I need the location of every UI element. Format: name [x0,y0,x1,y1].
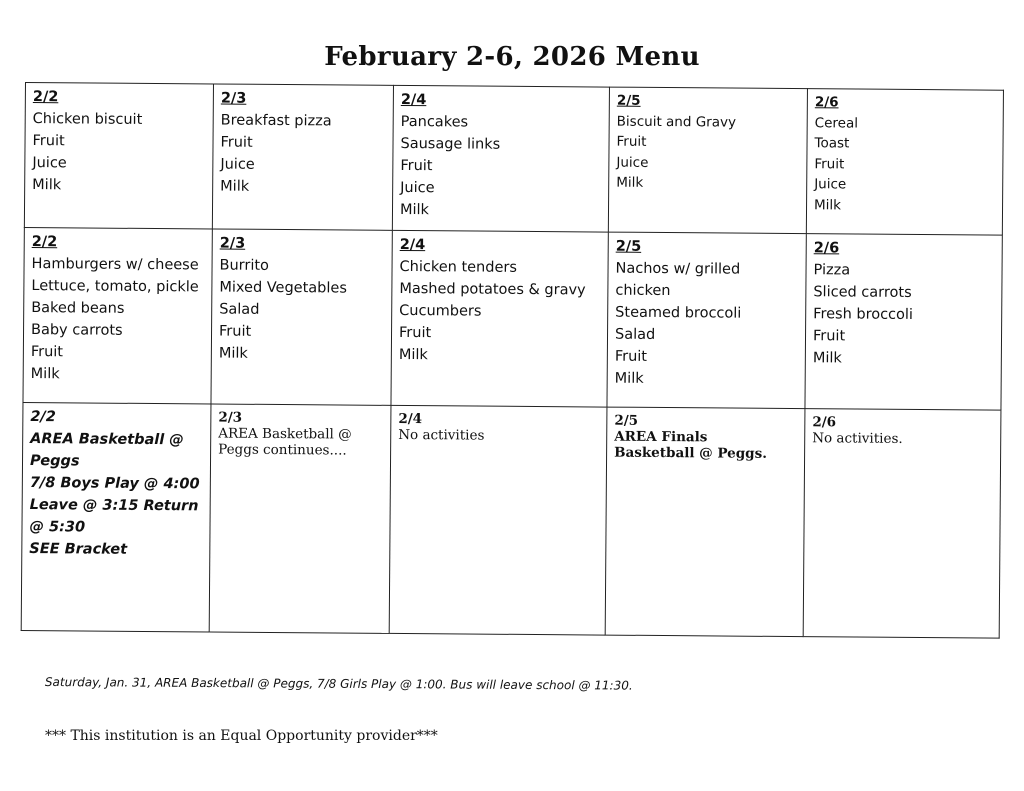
menu-item: Fruit [32,133,65,150]
menu-item: Fruit [218,323,252,340]
menu-item: Fruit [30,344,64,361]
activity-line: Leave @ 3:15 Return [29,497,199,515]
cell-date: 2/6 [813,240,840,257]
activity-cell [605,407,805,637]
menu-item: Lettuce, tomato, pickle [31,278,199,296]
cell-date: 2/2 [31,234,58,251]
breakfast-cell [608,87,807,234]
breakfast-cell [212,84,393,230]
menu-item: Milk [32,177,62,194]
menu-item: Milk [812,350,842,367]
breakfast-cell [24,83,213,229]
menu-item: Milk [813,196,842,213]
menu-item: Fruit [814,155,845,172]
menu-item: Biscuit and Gravy [616,113,737,131]
activity-line: AREA Finals [614,428,708,446]
menu-item: Fruit [616,133,647,150]
activity-cell [209,404,391,633]
activity-line: SEE Bracket [29,541,128,558]
cell-date: 2/4 [398,410,423,428]
menu-item: Fresh broccoli [813,306,914,323]
lunch-cell [391,230,608,407]
saturday-note: Saturday, Jan. 31, AREA Basketball @ Peggs, 7/8 Girls Play @ 1:00. Bus will leave school @ 11:30. [44,675,633,693]
activity-cell [389,405,607,635]
cell-date: 2/3 [218,409,243,426]
menu-item: Baby carrots [30,322,123,339]
activity-line: Basketball @ Peggs. [614,444,768,462]
cell-date: 2/2 [32,89,59,106]
activity-line: No activities [398,426,485,444]
menu-item: Fruit [398,324,432,342]
cell-date: 2/5 [616,92,641,109]
menu-item: Milk [616,174,644,191]
activity-line: AREA Basketball @ [30,431,184,449]
menu-item: Baked beans [31,300,125,317]
activity-line: Peggs continues.... [218,441,347,459]
activities-row [21,402,1001,638]
lunch-cell [211,229,392,405]
activity-line: Peggs [29,453,80,470]
cell-date: 2/6 [812,414,837,431]
menu-item: Sausage links [400,135,501,153]
menu-grid [21,82,1003,638]
menu-item: Chicken biscuit [32,111,143,128]
menu-item: Fruit [400,157,433,175]
cell-date: 2/5 [614,412,639,429]
breakfast-cell [392,85,609,232]
menu-item: Fruit [220,134,253,151]
cell-date: 2/5 [615,238,642,255]
lunch-row [23,227,1002,410]
lunch-cell [607,232,806,409]
menu-item: Pizza [813,262,851,279]
activity-line: No activities. [812,430,903,447]
menu-item: Steamed broccoli [615,304,742,322]
menu-item: Milk [398,346,428,364]
breakfast-row [24,83,1003,236]
menu-item: Toast [814,135,850,152]
menu-item: Sliced carrots [813,284,912,301]
menu-item: Mashed potatoes & gravy [399,280,586,299]
menu-item: Nachos w/ grilled [615,260,741,278]
menu-item: Juice [220,156,255,173]
menu-item: Fruit [812,328,846,345]
menu-item: Cereal [814,114,859,132]
menu-item: Mixed Vegetables [219,279,347,297]
cell-date: 2/3 [220,90,247,107]
menu-item: Milk [399,201,430,219]
menu-item: Breakfast pizza [220,112,332,130]
menu-item: chicken [615,282,671,300]
cell-date: 2/2 [30,409,56,426]
activity-cell [21,402,211,631]
menu-item: Cucumbers [399,302,482,320]
equal-opportunity-note: *** This institution is an Equal Opportunity provider*** [45,728,438,744]
menu-item: Milk [220,178,250,195]
menu-item: Juice [814,176,847,193]
cell-date: 2/4 [399,236,426,254]
menu-item: Juice [400,179,435,197]
menu-item: Chicken tenders [399,258,517,276]
cell-date: 2/4 [400,91,427,109]
menu-item: Hamburgers w/ cheese [31,256,199,274]
cell-date: 2/3 [219,235,246,252]
menu-item: Fruit [614,348,648,365]
cell-date: 2/6 [814,94,839,111]
menu-item: Pancakes [400,113,469,131]
menu-item: Juice [32,155,67,172]
menu-item: Milk [614,370,644,387]
activity-line: @ 5:30 [29,519,86,536]
menu-item: Juice [616,154,649,171]
activity-cell [803,409,1001,639]
breakfast-cell [806,89,1003,236]
activity-line: AREA Basketball @ [218,425,352,443]
menu-table [21,82,1004,639]
lunch-cell [805,234,1002,411]
menu-item: Salad [219,301,260,318]
page-title: February 2-6, 2026 Menu [324,42,700,72]
menu-item: Milk [218,345,248,362]
menu-item: Milk [30,366,60,383]
activity-line: 7/8 Boys Play @ 4:00 [29,475,200,493]
lunch-cell [23,227,212,403]
menu-item: Burrito [219,257,270,274]
menu-item: Salad [614,326,656,343]
